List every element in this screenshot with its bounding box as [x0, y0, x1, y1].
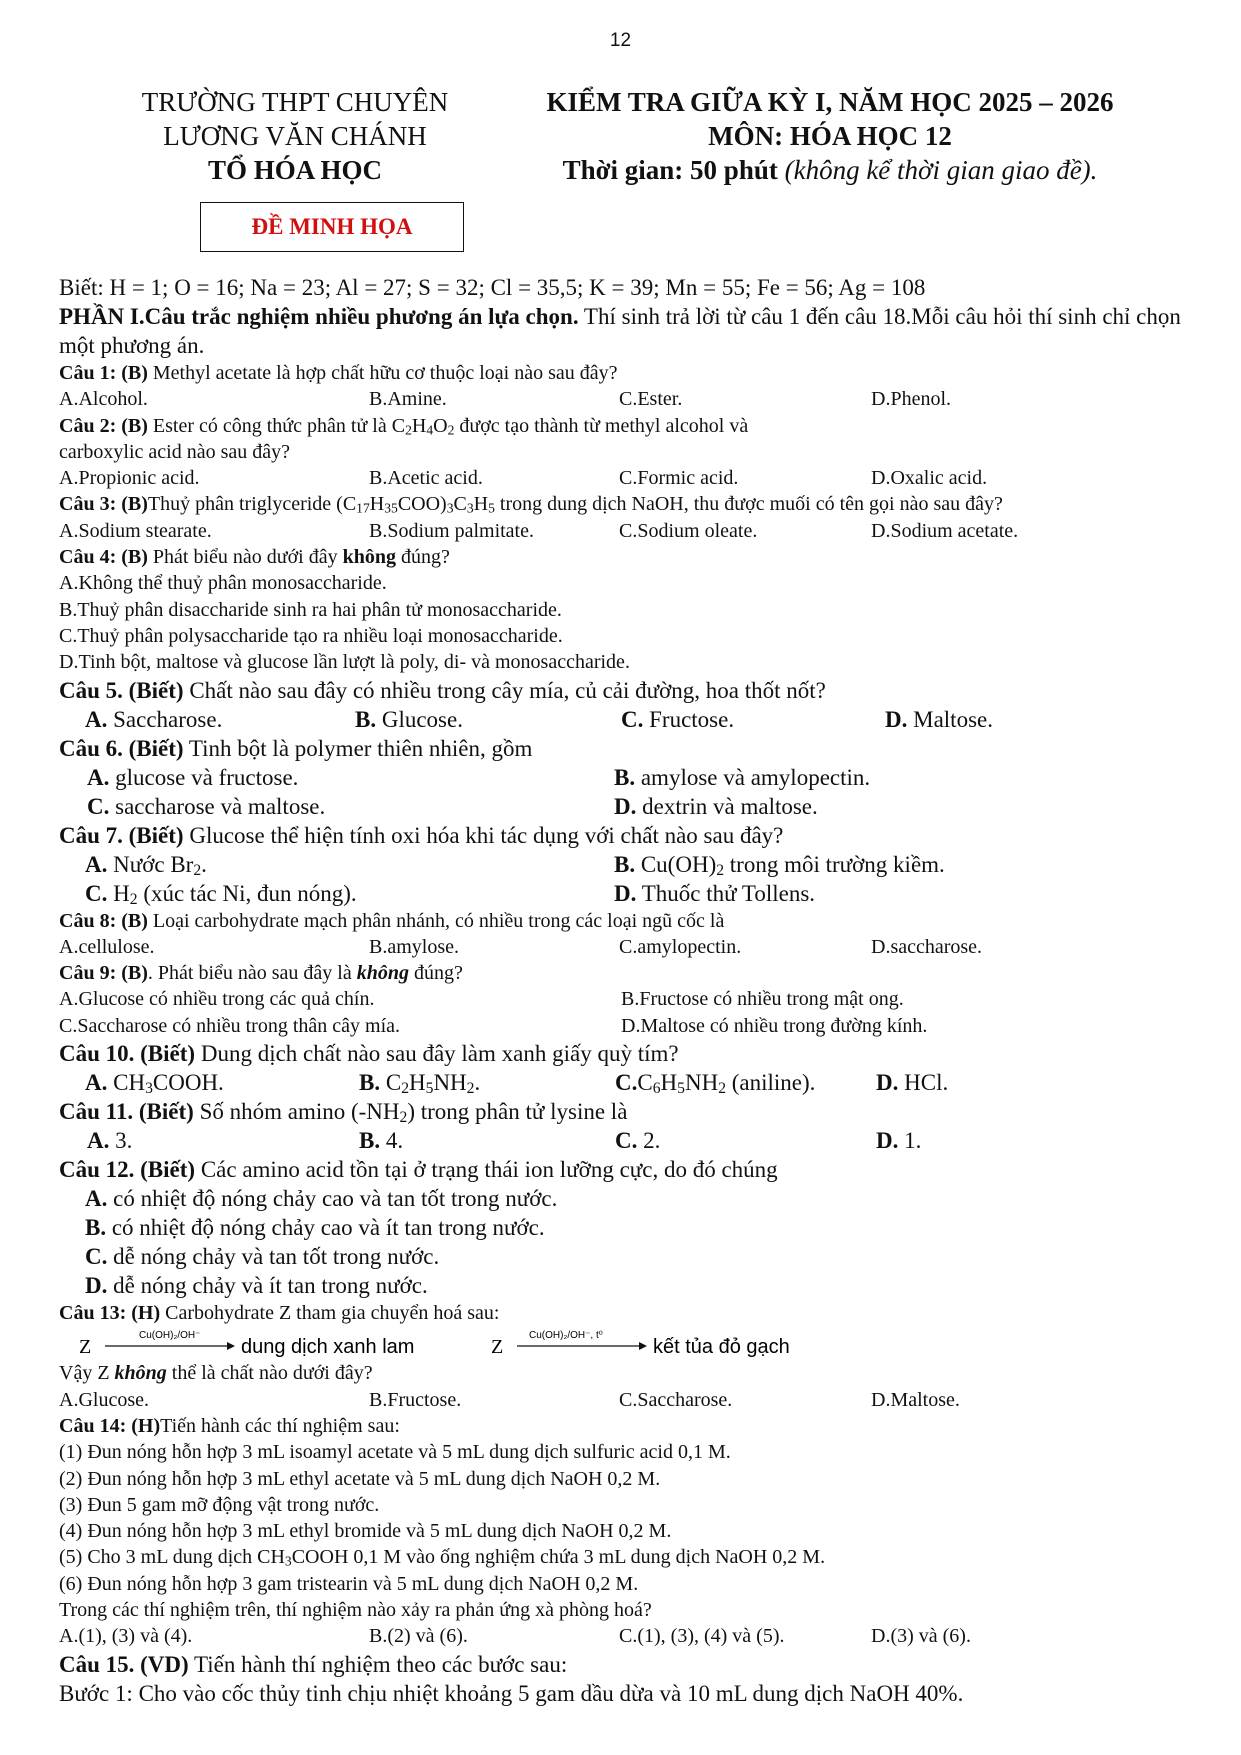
option-b [355, 705, 463, 734]
option-text: (xúc tác Ni, đun nóng). [137, 880, 357, 906]
subscript: 2 [405, 422, 412, 438]
question-4-option-c: C.Thuỷ phân polysaccharide tạo ra nhiều loại monosaccharide. [59, 624, 563, 647]
option-b [614, 850, 945, 879]
question-13-options [59, 1387, 1189, 1413]
page-number: 12 [609, 30, 632, 51]
option-d [876, 1068, 948, 1097]
question-6-options-row2 [59, 792, 1189, 821]
negation-word: không [356, 962, 409, 985]
question-5 [59, 676, 1189, 705]
question-14 [59, 1413, 1189, 1439]
question-4-option-b: B.Thuỷ phân disaccharide sinh ra hai phân tử monosaccharide. [59, 598, 562, 621]
option-key: B. [614, 851, 636, 877]
question-9 [59, 960, 1189, 986]
option-text: Fructose. [643, 706, 735, 732]
question-label: Câu 6. (Biết) [59, 735, 184, 761]
question-text: thể là chất nào dưới đây? [166, 1362, 373, 1385]
option-key: D. [876, 1128, 899, 1154]
option-key: B. [355, 706, 377, 732]
arrow-2-head [639, 1342, 647, 1350]
question-text: Loại carbohydrate mạch phân nhánh, có nhiều trong các loại ngũ cốc là [147, 909, 725, 932]
formula-part: C [453, 493, 467, 516]
option-c: C.Sodium oleate. [619, 519, 758, 542]
option-text: . [474, 1070, 481, 1096]
question-text: đúng? [395, 546, 450, 569]
question-11-options [59, 1126, 1189, 1155]
question-label: Câu 15. (VD) [59, 1651, 189, 1677]
subscript: 2 [193, 861, 202, 879]
question-3-options [59, 518, 1189, 544]
option-text: C [637, 1070, 653, 1096]
option-text: COOH. [152, 1070, 224, 1096]
option-text: saccharose và maltose. [109, 793, 326, 819]
arrow-1-head [227, 1342, 235, 1350]
option-b: B.(2) và (6). [369, 1625, 468, 1648]
option-c: C.amylopectin. [619, 935, 742, 958]
option-text: 4. [380, 1128, 404, 1154]
question-10-options [59, 1068, 1189, 1097]
school-name-line1: TRƯỜNG THPT CHUYÊN [141, 87, 449, 117]
question-15-step1: Bước 1: Cho vào cốc thủy tinh chịu nhiệt khoảng 5 gam dầu dừa và 10 mL dung dịch NaOH 40%. [59, 1680, 964, 1706]
option-key: C. [85, 880, 108, 906]
question-13-reaction-scheme [59, 1326, 1189, 1360]
option-b [614, 763, 870, 792]
subscript: 35 [384, 501, 398, 517]
question-text: trong dung dịch NaOH, thu được muối có tên gọi nào sau đây? [494, 493, 1003, 516]
question-text: Các amino acid tồn tại ở trạng thái ion lưỡng cực, do đó chúng [195, 1157, 778, 1183]
subscript: 5 [677, 1080, 685, 1098]
subscript: 2 [716, 861, 725, 879]
option-d [885, 705, 993, 734]
option-text: H [107, 880, 130, 906]
option-key: B. [359, 1070, 381, 1096]
option-d: D.Oxalic acid. [871, 467, 988, 490]
option-a [85, 850, 207, 879]
option-text: dễ nóng chảy và tan tốt trong nước. [107, 1244, 440, 1270]
part1-title: PHẦN I.Câu trắc nghiệm nhiều phương án lựa chọn. [59, 304, 579, 329]
option-key: B. [614, 764, 636, 790]
option-a: A.Sodium stearate. [59, 519, 212, 542]
option-text: glucose và fructose. [109, 764, 299, 790]
option-b: B.Sodium palmitate. [369, 519, 534, 542]
reactant-z-1: Z [79, 1336, 92, 1359]
question-2-line2: carboxylic acid nào sau đây? [59, 440, 291, 463]
option-key: B. [85, 1215, 107, 1241]
option-c [87, 792, 325, 821]
question-3 [59, 491, 1189, 517]
subscript: 2 [399, 1109, 408, 1127]
option-text: Thuốc thử Tollens. [636, 880, 816, 906]
negation-word: không [114, 1362, 167, 1385]
option-c: C.Saccharose. [619, 1388, 733, 1411]
option-key: A. [87, 1128, 110, 1154]
option-text: dễ nóng chảy và ít tan trong nước. [107, 1273, 428, 1299]
option-d: D.Phenol. [871, 388, 951, 411]
subscript: 3 [466, 501, 474, 517]
time-note: (không kể thời gian giao đề). [784, 155, 1098, 185]
question-text: Tiến hành các thí nghiệm sau: [160, 1414, 400, 1437]
experiment-text: COOH 0,1 M vào ống nghiệm chứa 3 mL dung dịch NaOH 0,2 M. [291, 1546, 826, 1569]
subscript: 2 [129, 890, 138, 908]
question-text: ) trong phân tử lysine là [407, 1099, 628, 1125]
subscript: 3 [446, 501, 454, 517]
question-12-option-b [59, 1213, 1189, 1242]
subscript: 2 [401, 1080, 409, 1098]
question-text: Glucose thể hiện tính oxi hóa khi tác dụng với chất nào sau đây? [183, 822, 784, 848]
reaction-arrows [59, 1326, 819, 1360]
formula-part: O [433, 414, 448, 437]
negation-word: không [342, 546, 396, 569]
question-8-options [59, 934, 1189, 960]
option-d: D.Maltose có nhiều trong đường kính. [621, 1014, 928, 1037]
option-d: D.Sodium acetate. [871, 519, 1019, 542]
question-14-ask: Trong các thí nghiệm trên, thí nghiệm nào xảy ra phản ứng xà phòng hoá? [59, 1599, 652, 1622]
question-label: Câu 5. (Biết) [59, 677, 184, 703]
option-d: D.(3) và (6). [871, 1625, 971, 1648]
subscript: 5 [425, 1080, 434, 1098]
subscript: 6 [652, 1080, 661, 1098]
option-text: 3. [109, 1128, 133, 1154]
question-6 [59, 734, 1189, 763]
option-b [359, 1068, 480, 1097]
experiment-4: (4) Đun nóng hỗn hợp 3 mL ethyl bromide và 5 mL dung dịch NaOH 0,2 M. [59, 1520, 672, 1543]
option-b: B.Amine. [369, 388, 447, 411]
question-11 [59, 1097, 1189, 1126]
option-a: A.Glucose có nhiều trong các quả chín. [59, 988, 375, 1011]
subscript: 5 [488, 501, 495, 517]
exam-title: KIỂM TRA GIỮA KỲ I, NĂM HỌC 2025 – 2026 [546, 87, 1114, 117]
option-text: có nhiệt độ nóng chảy cao và tan tốt trong nước. [107, 1186, 558, 1212]
option-d [876, 1126, 921, 1155]
option-d: D.Maltose. [871, 1388, 960, 1411]
experiment-3: (3) Đun 5 gam mỡ động vật trong nước. [59, 1493, 380, 1516]
option-text: CH [107, 1070, 146, 1096]
option-a: A.(1), (3) và (4). [59, 1625, 193, 1648]
option-text: H [409, 1070, 426, 1096]
option-key: D. [876, 1070, 899, 1096]
question-2 [59, 413, 1189, 439]
option-key: A. [85, 1070, 108, 1096]
question-7-options-row1 [59, 850, 1189, 879]
option-a: A.Glucose. [59, 1388, 149, 1411]
question-text: Tiến hành thí nghiệm theo các bước sau: [188, 1651, 568, 1677]
question-12-option-d [59, 1271, 1189, 1300]
option-key: D. [614, 880, 637, 906]
question-label: Câu 10. (Biết) [59, 1041, 196, 1067]
question-8 [59, 908, 1189, 934]
question-12 [59, 1155, 1189, 1184]
question-7 [59, 821, 1189, 850]
question-text: Phát biểu nào dưới đây [147, 546, 343, 569]
question-text: Số nhóm amino (-NH [193, 1099, 400, 1125]
question-7-options-row2 [59, 879, 1189, 908]
subscript: 2 [466, 1080, 475, 1098]
option-key: A. [85, 1186, 108, 1212]
option-a: A.Propionic acid. [59, 467, 200, 490]
question-text: đúng? [408, 962, 463, 985]
question-4-option-d: D.Tinh bột, maltose và glucose lần lượt là poly, di- và monosaccharide. [59, 651, 630, 674]
option-c: C.Formic acid. [619, 467, 739, 490]
question-12-option-c [59, 1242, 1189, 1271]
option-text: C [380, 1070, 402, 1096]
option-c [615, 1126, 660, 1155]
question-4 [59, 544, 1189, 570]
reactant-z-2: Z [491, 1336, 504, 1359]
formula-part: Ester có công thức phân tử là C [147, 414, 406, 437]
question-2-options [59, 465, 1189, 491]
option-a [87, 1126, 132, 1155]
arrow-condition-1: Cu(OH)₂/OH⁻ [139, 1330, 201, 1342]
option-key: C. [87, 793, 110, 819]
school-name-line2: LƯƠNG VĂN CHÁNH [163, 121, 427, 151]
option-key: C. [615, 1128, 638, 1154]
option-key: C. [621, 706, 644, 732]
question-1-options [59, 386, 1189, 412]
exam-subject: MÔN: HÓA HỌC 12 [708, 121, 952, 151]
question-label: Câu 2: (B) [59, 414, 148, 437]
option-c: C.Ester. [619, 388, 683, 411]
question-label: Câu 1: (B) [59, 362, 148, 384]
option-text: Glucose. [376, 706, 463, 732]
option-d [614, 792, 818, 821]
option-b: B.amylose. [369, 935, 459, 958]
option-key: D. [885, 706, 908, 732]
option-key: D. [85, 1273, 108, 1299]
option-a [85, 705, 222, 734]
option-text: Cu(OH) [635, 851, 717, 877]
sample-exam-badge: ĐỀ MINH HỌA [200, 202, 464, 252]
experiment-text: (5) Cho 3 mL dung dịch CH [59, 1546, 285, 1569]
subscript: 3 [145, 1080, 153, 1098]
question-label: Câu 11. (Biết) [59, 1099, 194, 1125]
school-header [120, 85, 470, 187]
arrow-condition-2: Cu(OH)₂/OH⁻, t⁰ [529, 1330, 603, 1342]
time-label: Thời gian: 50 phút [562, 155, 778, 185]
formula-part: COO) [397, 493, 447, 516]
question-text: Methyl acetate là hợp chất hữu cơ thuộc loại nào sau đây? [147, 362, 618, 384]
option-b: B.Fructose. [369, 1388, 462, 1411]
option-c: C.(1), (3), (4) và (5). [619, 1625, 785, 1648]
question-text: Tinh bột là polymer thiên nhiên, gồm [183, 735, 533, 761]
option-a: A.cellulose. [59, 935, 155, 958]
option-text: NH [433, 1070, 467, 1096]
subscript: 2 [718, 1080, 727, 1098]
question-text: . Phát biểu nào sau đây là [147, 962, 357, 985]
exam-content [59, 273, 1189, 1708]
formula-part: Thuỷ phân triglyceride (C [147, 493, 357, 516]
option-c [621, 705, 734, 734]
question-12-option-a [59, 1184, 1189, 1213]
question-5-options [59, 705, 1189, 734]
option-text: có nhiệt độ nóng chảy cao và ít tan trong nước. [106, 1215, 545, 1241]
option-c [85, 879, 357, 908]
question-text: Vậy Z [59, 1362, 115, 1385]
option-text: dextrin và maltose. [636, 793, 818, 819]
option-text: 2. [637, 1128, 661, 1154]
option-text: 1. [898, 1128, 922, 1154]
subscript: 17 [356, 501, 370, 517]
option-text: NH [684, 1070, 719, 1096]
question-label: Câu 7. (Biết) [59, 822, 184, 848]
part1-desc: Thí sinh trả lời từ câu 1 đến câu 18.Mỗi câu hỏi thí sinh chỉ chọn một phương án. [59, 304, 1181, 358]
option-key: C. [615, 1070, 638, 1096]
question-6-options-row1 [59, 763, 1189, 792]
option-text: H [660, 1070, 678, 1096]
question-10 [59, 1039, 1189, 1068]
question-label: Câu 14: (H) [59, 1414, 161, 1437]
option-b [359, 1126, 403, 1155]
exam-header [505, 85, 1155, 187]
subscript: 2 [447, 422, 455, 438]
experiment-6: (6) Đun nóng hỗn hợp 3 gam tristearin và 5 mL dung dịch NaOH 0,2 M. [59, 1572, 639, 1595]
subscript: 4 [426, 422, 434, 438]
question-13-ask [59, 1360, 1189, 1386]
option-a: A.Alcohol. [59, 388, 148, 411]
formula-part: H [369, 493, 385, 516]
option-text: (aniline). [726, 1070, 816, 1096]
question-label: Câu 8: (B) [59, 909, 148, 932]
option-a [87, 763, 298, 792]
option-d [614, 879, 815, 908]
question-text: được tạo thành từ methyl alcohol và [454, 414, 749, 437]
option-key: A. [85, 706, 108, 732]
experiment-5 [59, 1544, 1189, 1570]
option-b: B.Fructose có nhiều trong mật ong. [621, 988, 904, 1011]
question-label: Câu 9: (B) [59, 962, 148, 985]
option-text: Saccharose. [107, 706, 223, 732]
question-label: Câu 13: (H) [59, 1302, 161, 1325]
option-text: trong môi trường kiềm. [724, 851, 945, 877]
question-1 [59, 360, 1189, 386]
option-d: D.saccharose. [871, 935, 983, 958]
option-text: HCl. [898, 1070, 949, 1096]
option-key: B. [359, 1128, 381, 1154]
question-label: Câu 4: (B) [59, 546, 148, 569]
question-text: Chất nào sau đây có nhiều trong cây mía, củ cải đường, hoa thốt nốt? [183, 677, 826, 703]
option-a [85, 1068, 224, 1097]
option-text: Nước Br [107, 851, 194, 877]
question-15 [59, 1650, 1189, 1679]
question-9-options-row2 [59, 1013, 1189, 1039]
option-key: C. [85, 1244, 108, 1270]
exam-time [505, 153, 1155, 187]
formula-part: H [411, 414, 427, 437]
given-atomic-masses: Biết: H = 1; O = 16; Na = 23; Al = 27; S = 32; Cl = 35,5; K = 39; Mn = 55; Fe = 56; Ag = 108 [59, 275, 926, 300]
question-14-options [59, 1623, 1189, 1649]
formula-part: H [473, 493, 489, 516]
question-text: Carbohydrate Z tham gia chuyển hoá sau: [160, 1302, 500, 1325]
option-text: . [201, 851, 207, 877]
subscript: 3 [284, 1554, 292, 1570]
option-text: amylose và amylopectin. [635, 764, 871, 790]
experiment-2: (2) Đun nóng hỗn hợp 3 mL ethyl acetate và 5 mL dung dịch NaOH 0,2 M. [59, 1467, 661, 1490]
option-key: A. [87, 764, 110, 790]
part1-intro [59, 302, 1189, 360]
question-4-option-a: A.Không thể thuỷ phân monosaccharide. [59, 572, 387, 595]
option-c: C.Saccharose có nhiều trong thân cây mía. [59, 1014, 400, 1037]
option-key: A. [85, 851, 108, 877]
product-1: dung dịch xanh lam [241, 1336, 415, 1359]
experiment-1: (1) Đun nóng hỗn hợp 3 mL isoamyl acetate và 5 mL dung dịch sulfuric acid 0,1 M. [59, 1441, 731, 1464]
question-9-options-row1 [59, 986, 1189, 1012]
option-b: B.Acetic acid. [369, 467, 483, 490]
question-label: Câu 12. (Biết) [59, 1157, 196, 1183]
question-label: Câu 3: (B) [59, 493, 148, 516]
option-key: D. [614, 793, 637, 819]
option-c [615, 1068, 815, 1097]
question-13 [59, 1300, 1189, 1326]
question-text: Dung dịch chất nào sau đây làm xanh giấy quỳ tím? [195, 1041, 679, 1067]
option-text: Maltose. [907, 706, 993, 732]
product-2: kết tủa đỏ gạch [653, 1336, 790, 1359]
department-name: TỔ HÓA HỌC [207, 155, 383, 185]
